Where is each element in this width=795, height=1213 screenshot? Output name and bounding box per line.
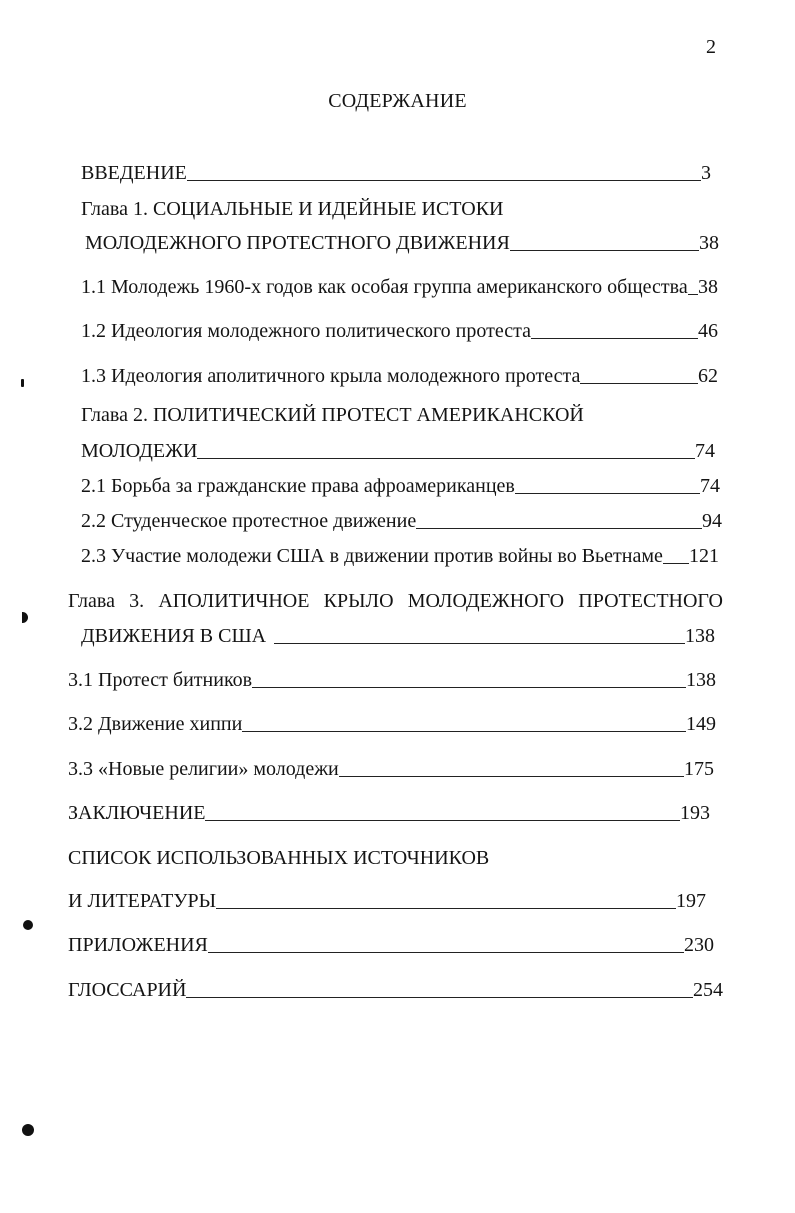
toc-leader-line: [242, 731, 686, 732]
toc-entry-page: 38: [699, 232, 719, 254]
toc-leader-line: [688, 294, 698, 295]
toc-leader-line: [510, 250, 699, 251]
toc-entry-label: 1.3 Идеология аполитичного крыла молодежного протеста: [81, 365, 581, 387]
toc-leader-line: [515, 493, 700, 494]
toc-leader-line: [580, 383, 698, 384]
toc-entry-section-3-2: [68, 711, 716, 737]
toc-leader-line: [216, 908, 676, 909]
toc-entry-label: 1.1 Молодежь 1960-х годов как особая группа американского общества: [81, 276, 688, 298]
toc-entry-page: 138: [686, 669, 716, 691]
toc-leader-line: [208, 952, 684, 953]
toc-entry-page: 138: [685, 625, 715, 647]
toc-entry-section-3-1: [68, 667, 716, 693]
toc-entry-page: 74: [700, 475, 720, 497]
toc-leader-line: [339, 776, 684, 777]
toc-chapter-3-word: 3.: [129, 590, 145, 612]
toc-entry-page: 175: [684, 758, 714, 780]
page-title: СОДЕРЖАНИЕ: [328, 90, 467, 112]
toc-entry-label: ДВИЖЕНИЯ В США: [81, 625, 267, 647]
toc-leader-line: [531, 338, 698, 339]
toc-entry-page: 3: [701, 162, 711, 184]
toc-chapter-3-word: МОЛОДЕЖНОГО: [407, 590, 565, 612]
toc-entry-section-2-2: [81, 508, 722, 534]
toc-entry-label: 2.2 Студенческое протестное движение: [81, 510, 417, 532]
toc-entry-intro: [81, 160, 711, 186]
toc-leader-line: [416, 528, 702, 529]
toc-entry-section-1-2: [81, 318, 718, 344]
scan-mark: [22, 612, 28, 623]
toc-entry-page: 193: [680, 802, 710, 824]
toc-leader-line: [197, 458, 695, 459]
toc-entry-label: 3.1 Протест битников: [68, 669, 253, 691]
scan-mark: [23, 920, 33, 930]
toc-entry-label: ЗАКЛЮЧЕНИЕ: [68, 802, 206, 824]
toc-entry-section-2-3: [81, 543, 719, 569]
toc-chapter-3-word: АПОЛИТИЧНОЕ: [158, 590, 310, 612]
toc-entry-label: И ЛИТЕРАТУРЫ: [68, 890, 217, 912]
toc-leader-line: [186, 997, 693, 998]
toc-entry-label: 1.2 Идеология молодежного политического протеста: [81, 320, 531, 342]
toc-entry-conclusion: [68, 800, 710, 826]
toc-entry-page: 62: [698, 365, 718, 387]
page-number: 2: [706, 36, 716, 58]
toc-entry-page: 74: [695, 440, 715, 462]
toc-entry-chapter-1: [85, 230, 719, 256]
toc-entry-glossary: [68, 977, 723, 1003]
toc-entry-label: 2.3 Участие молодежи США в движении против войны во Вьетнаме: [81, 545, 663, 567]
toc-entry-section-1-1: [81, 274, 718, 300]
toc-entry-label: ПРИЛОЖЕНИЯ: [68, 934, 208, 956]
toc-leader-line: [274, 643, 685, 644]
toc-entry-label: МОЛОДЕЖИ: [81, 440, 198, 462]
toc-entry-section-2-1: [81, 473, 720, 499]
toc-entry-page: 46: [698, 320, 718, 342]
toc-chapter-3-word: Глава: [68, 590, 115, 612]
toc-entry-label: МОЛОДЕЖНОГО ПРОТЕСТНОГО ДВИЖЕНИЯ: [85, 232, 510, 254]
toc-leader-line: [252, 687, 686, 688]
toc-entry-section-1-3: [81, 363, 718, 389]
toc-entry-label: ВВЕДЕНИЕ: [81, 162, 187, 184]
toc-entry-chapter-3: [81, 623, 715, 649]
toc-entry-sources: [68, 888, 706, 914]
toc-leader-line: [663, 563, 689, 564]
toc-leader-line: [187, 180, 701, 181]
toc-entry-appendices: [68, 932, 714, 958]
toc-chapter-1-title: Глава 1. СОЦИАЛЬНЫЕ И ИДЕЙНЫЕ ИСТОКИ: [81, 198, 504, 220]
toc-chapter-2-title: Глава 2. ПОЛИТИЧЕСКИЙ ПРОТЕСТ АМЕРИКАНСКОЙ: [81, 404, 584, 426]
toc-chapter-3-word: ПРОТЕСТНОГО: [578, 590, 723, 612]
toc-entry-page: 94: [702, 510, 722, 532]
toc-leader-line: [205, 820, 680, 821]
toc-chapter-3-word: КРЫЛО: [323, 590, 394, 612]
toc-entry-page: 197: [676, 890, 706, 912]
scan-mark: [22, 1124, 34, 1136]
toc-entry-section-3-3: [68, 756, 714, 782]
toc-entry-page: 254: [693, 979, 723, 1001]
toc-entry-page: 38: [698, 276, 718, 298]
toc-entry-page: 121: [689, 545, 719, 567]
toc-entry-chapter-2: [81, 438, 715, 464]
toc-entry-label: 3.3 «Новые религии» молодежи: [68, 758, 339, 780]
toc-entry-page: 149: [686, 713, 716, 735]
toc-sources-title: СПИСОК ИСПОЛЬЗОВАННЫХ ИСТОЧНИКОВ: [68, 847, 490, 869]
scan-mark: [21, 379, 24, 387]
toc-chapter-3-title: [68, 588, 723, 614]
toc-entry-label: 3.2 Движение хиппи: [68, 713, 243, 735]
toc-entry-label: ГЛОССАРИЙ: [68, 979, 187, 1001]
toc-entry-label: 2.1 Борьба за гражданские права афроамериканцев: [81, 475, 515, 497]
toc-entry-page: 230: [684, 934, 714, 956]
